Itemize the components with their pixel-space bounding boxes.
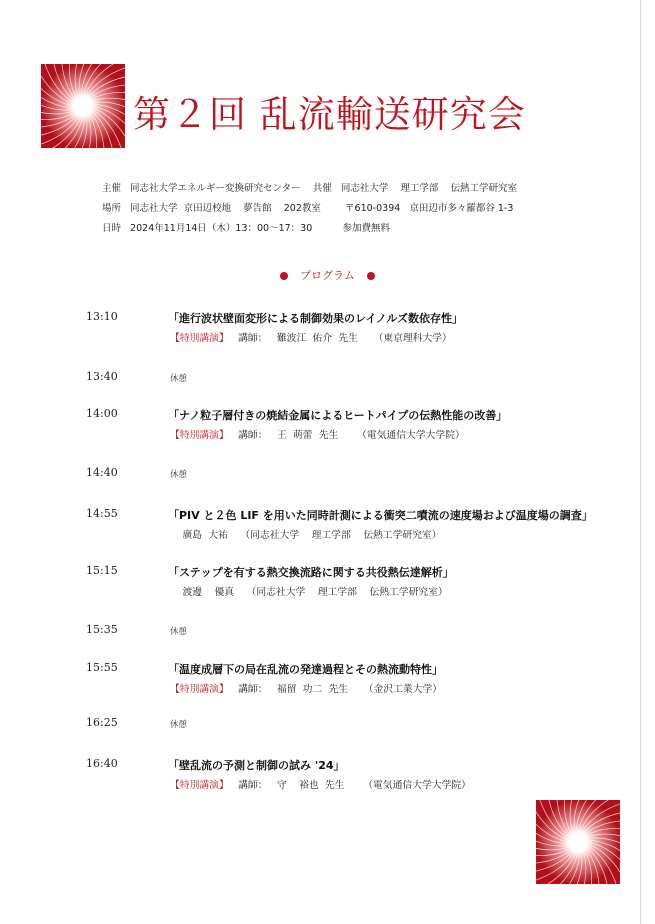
special-lecture-tag: 【特別講演】 [170,684,229,695]
speaker-line [170,427,465,441]
talk-title: 「進行波状壁面変形による制御効果のレイノルズ数依存性」 [168,312,464,325]
break-label: 休憩 [170,374,188,384]
schedule-time: 15:15 [86,564,118,577]
special-lecture-tag: 【特別講演】 [170,333,229,344]
bullet-dot-icon [280,272,288,280]
schedule-time: 13:10 [86,310,118,323]
schedule-time: 14:00 [86,407,118,420]
speaker-name: 講師： 王 萌蕾 先生 （電気通信大学大学院） [228,430,465,441]
venue-info: 場所 同志社大学 京田辺校地 夢告館 202教室 〒610-0394 京田辺市多々羅都谷 1-3 [102,203,514,214]
talk-title: 「ステップを有する熱交換流路に関する共役熱伝達解析」 [168,566,454,579]
page-title: 第２回 乱流輸送研究会 [133,93,526,136]
organizer-info: 主催 同志社大学エネルギー変換研究センター 共催 同志社大学 理工学部 伝熱工学研究室 [102,183,517,194]
talk-title: 「温度成層下の局在乱流の発達過程とその熱流動特性」 [168,663,443,676]
bullet-dot-icon [367,272,375,280]
speaker-name: 講師： 難波江 佑介 先生 （東京理科大学） [228,333,452,344]
schedule-time: 15:55 [86,661,118,674]
program-heading [0,267,655,283]
date-info: 日時 2024年11月14日（木）13：00～17：30 参加費無料 [102,223,390,234]
page-edge-line [640,0,641,924]
starburst-logo-icon [536,800,620,884]
break-label: 休憩 [170,627,188,637]
schedule-time: 14:40 [86,466,118,479]
special-lecture-tag: 【特別講演】 [170,780,229,791]
speaker-name: 廣島 大祐 （同志社大学 理工学部 伝熱工学研究室） [170,530,442,541]
break-label: 休憩 [170,720,188,730]
speaker-name: 渡邊 優真 （同志社大学 理工学部 伝熱工学研究室） [170,587,448,598]
talk-title: 「壁乱流の予測と制御の試み '24」 [168,759,345,772]
speaker-line [170,777,471,791]
speaker-line [170,527,442,541]
schedule-time: 16:25 [86,716,118,729]
break-label: 休憩 [170,470,188,480]
speaker-line [170,584,448,598]
schedule-time: 14:55 [86,507,118,520]
special-lecture-tag: 【特別講演】 [170,430,229,441]
program-heading-label: プログラム [300,269,355,282]
talk-title: 「PIV と２色 LIF を用いた同時計測による衝突二噴流の速度場および温度場の調査」 [168,509,593,522]
speaker-name: 講師： 福留 功二 先生 （金沢工業大学） [228,684,443,695]
speaker-line [170,330,452,344]
talk-title: 「ナノ粒子層付きの焼結金属によるヒートパイプの伝熱性能の改善」 [168,409,508,422]
schedule-time: 16:40 [86,757,118,770]
starburst-logo-icon [41,64,125,148]
speaker-line [170,681,442,695]
schedule-time: 13:40 [86,370,118,383]
schedule-time: 15:35 [86,623,118,636]
speaker-name: 講師： 守 裕也 先生 （電気通信大学大学院） [228,780,471,791]
